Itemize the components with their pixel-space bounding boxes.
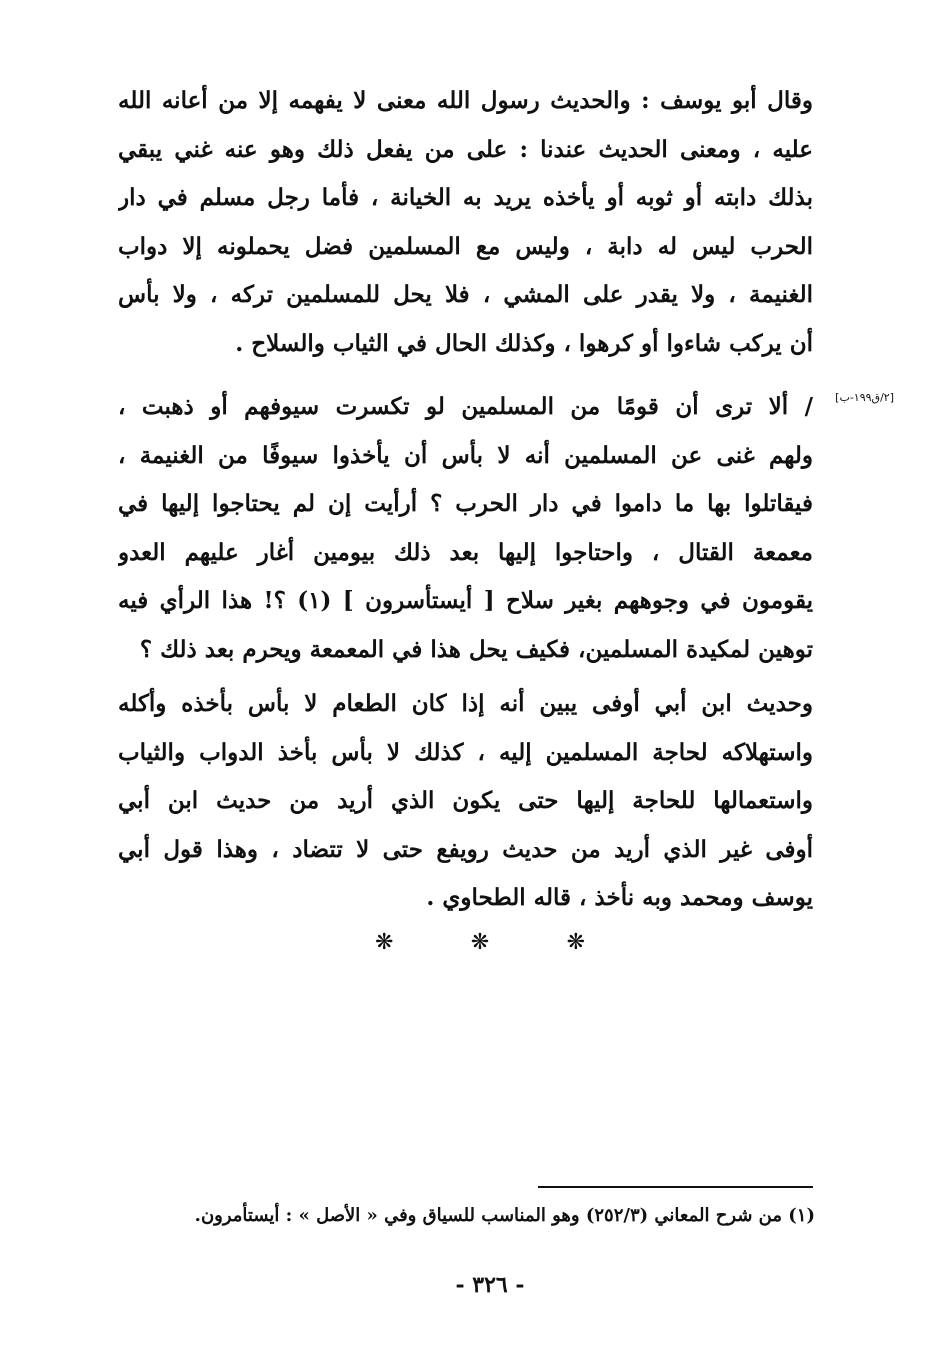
text-line: معمعة القتال ، واحتاجوا إليها بعد ذلك بيومين أغار عليهم العدو <box>118 538 813 566</box>
text-line: أوفى غير الذي أريد من حديث رويفع حتى لا تتضاد ، وهذا قول أبي <box>118 835 813 863</box>
text-line: وحديث ابن أبي أوفى يبين أنه إذا كان الطعام لا بأس بأخذه وأكله <box>118 690 813 717</box>
section-separator <box>375 930 585 955</box>
text-line: بذلك دابته أو ثوبه أو يأخذه يريد به الخيانة ، فأما رجل مسلم في دار <box>118 184 813 211</box>
text-line: يقومون في وجوههم بغير سلاح [ أيستأسرون ] (١) ؟! هذا الرأي فيه <box>118 587 813 614</box>
text-line: واستهلاكه لحاجة المسلمين إليه ، كذلك لا بأس بأخذ الدواب والثياب <box>118 738 813 766</box>
paragraph-3 <box>118 680 813 923</box>
paragraph-2 <box>118 383 813 674</box>
asterism-icon: ❋ <box>470 930 490 955</box>
text-line: الحرب ليس له دابة ، وليس مع المسلمين فضل يحملونه إلا دواب <box>118 232 813 260</box>
text-line: أن يركب شاءوا أو كرهوا ، وكذلك الحال في الثياب والسلاح . <box>235 329 813 357</box>
asterism-icon: ❋ <box>566 930 585 955</box>
text-line: الغنيمة ، ولا يقدر على المشي ، فلا يحل للمسلمين تركه ، ولا بأس <box>118 281 813 308</box>
text-line: وقال أبو يوسف : والحديث رسول الله معنى لا يفهمه إلا من أعانه الله <box>118 87 813 114</box>
text-line: ولهم غنى عن المسلمين أنه لا بأس أن يأخذوا سيوفًا من الغنيمة ، <box>118 441 813 469</box>
text-line: فيقاتلوا بها ما داموا في دار الحرب ؟ أرأيت إن لم يحتاجوا إليها في <box>118 490 813 517</box>
paragraph-1 <box>118 77 813 368</box>
text-line: واستعمالها للحاجة إليها حتى يكون الذي أريد من حديث ابن أبي <box>118 787 813 814</box>
margin-reference: [٢/ق١٩٩-ب] <box>835 391 894 404</box>
text-line: يوسف ومحمد وبه نأخذ ، قاله الطحاوي . <box>426 884 813 911</box>
text-line: عليه ، ومعنى الحديث عندنا : على من يفعل ذلك وهو عنه غني يبقي <box>118 135 813 163</box>
footnote-divider <box>538 1186 813 1188</box>
text-line: توهين لمكيدة المسلمين، فكيف يحل هذا في المعمعة ويحرم بعد ذلك ؟ <box>139 635 813 663</box>
page-number: - ٣٢٦ - <box>455 1272 525 1298</box>
text-line: / ألا ترى أن قومًا من المسلمين لو تكسرت سيوفهم أو ذهبت ، <box>118 393 813 420</box>
asterism-icon: ❋ <box>375 930 394 955</box>
footnote: (١) من شرح المعاني (٢٥٢/٣) وهو المناسب للسياق وفي « الأصل » : أيستأمرون. <box>194 1205 815 1226</box>
